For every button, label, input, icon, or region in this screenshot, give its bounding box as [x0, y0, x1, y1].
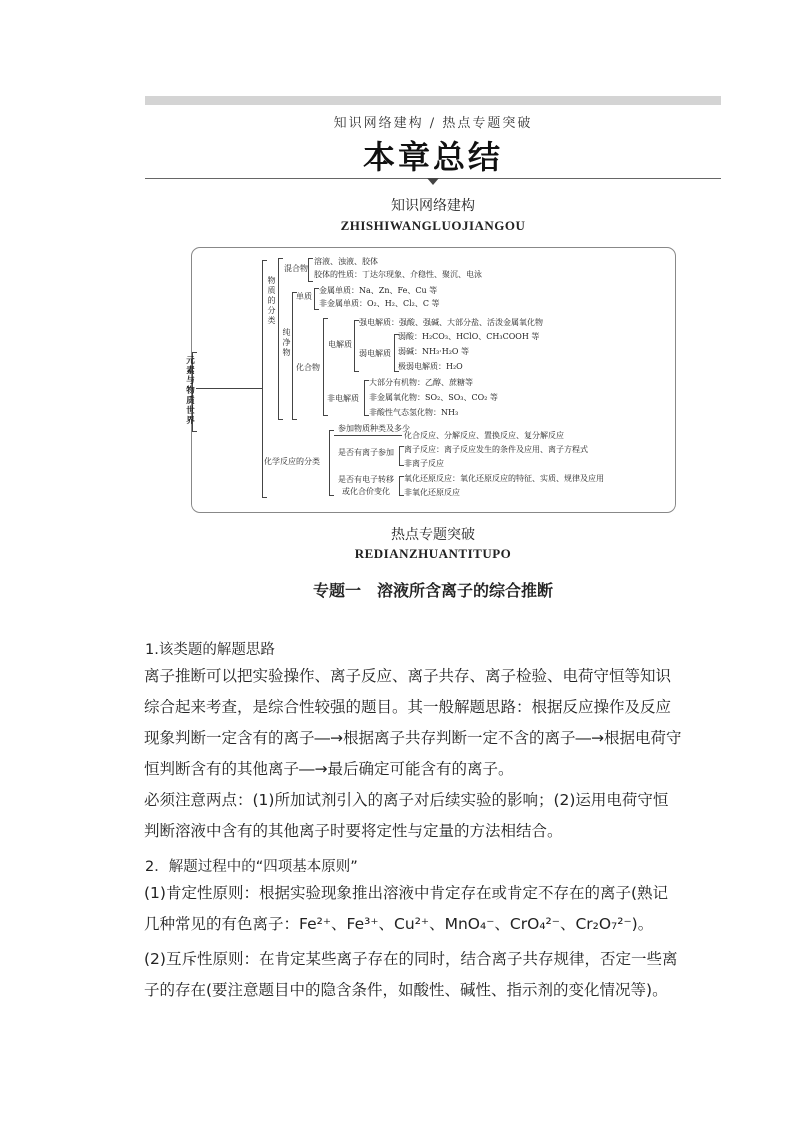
ion-1: Fe²⁺ [299, 915, 332, 933]
paragraph-3-tail: )。 [631, 915, 654, 933]
header-bar [145, 96, 721, 105]
topic-title: 专题一 溶液所含离子的综合推断 [312, 581, 553, 600]
nonelectrolyte-item-1: 大部分有机物：乙醇、蔗糖等 [369, 378, 473, 387]
root-connector [196, 388, 262, 389]
paragraph-1-text: 离子推断可以把实验操作、离子反应、离子共存、离子检验、电荷守恒等知识综合起来考查，是综合性较强的题目。其一般解题思路：根据反应操作及反应现象判断一定含有的离子―→根据离子共存判断一定不含的离子―→根据电荷守恒判断含有的其他离子―→最后确定可能含有的离子。 [144, 667, 682, 778]
mixture-bracket [308, 258, 313, 282]
page-subtitle: 知识网络建构 / 热点专题突破 [333, 116, 533, 131]
classification-label: 物质的分类 [267, 276, 276, 325]
paragraph-3-text: (1)肯定性原则：根据实验现象推出溶液中肯定存在或肯定不存在的离子(熟记几种常见的有色离子：Fe²⁺、Fe³⁺、Cu²⁺、MnO₄⁻、CrO₄²⁻、Cr₂O₇²⁻)。 [144, 884, 669, 933]
paragraph-4 [113, 944, 683, 1006]
weak-item-3: 极弱电解质：H₂O [398, 362, 463, 371]
ion-2: Fe³⁺ [346, 915, 379, 933]
ion-5: CrO₄²⁻ [509, 915, 560, 933]
criterion-1: 参加物质种类及多少 [338, 424, 410, 433]
compound-label: 化合物 [296, 363, 320, 372]
nonelectrolyte-item-3: 非酸性气态氢化物：NH₃ [369, 408, 459, 417]
mixture-item-2: 胶体的性质：丁达尔现象、介稳性、聚沉、电泳 [314, 270, 482, 279]
section-heading-network-pinyin: ZHISHIWANGLUOJIANGOU [340, 218, 526, 233]
paragraph-4-text: (2)互斥性原则：在肯定某些离子存在的同时，结合离子共存规律，否定一些离子的存在(要注意题目中的隐含条件，如酸性、碱性、指示剂的变化情况等)。 [144, 950, 678, 999]
nonelectrolyte-item-2: 非金属氧化物：SO₂、SO₃、CO₂ 等 [369, 393, 498, 402]
mixture-item-1: 溶液、浊液、胶体 [314, 257, 378, 266]
heading-1: 1.该类题的解题思路 [145, 642, 275, 658]
section-heading-network: 知识网络建构 [391, 198, 475, 214]
result-2b: 非离子反应 [404, 459, 444, 468]
criterion-3a: 是否有电子转移 [338, 475, 394, 484]
divider-marker [427, 178, 439, 185]
criterion-3b: 或化合价变化 [342, 487, 390, 496]
mixture-label: 混合物 [284, 264, 308, 273]
section-heading-hotspot: 热点专题突破 [391, 527, 475, 543]
knowledge-network-diagram [186, 247, 676, 513]
weak-item-2: 弱碱：NH₃·H₂O 等 [398, 347, 470, 356]
weak-electrolyte-label: 弱电解质 [359, 349, 391, 358]
paragraph-3-lead: (1)肯定性原则：根据实验现象推出溶液中肯定存在或肯定不存在的离子(熟记几种常见的有色离子： [144, 884, 669, 933]
nonelectrolyte-label: 非电解质 [327, 394, 359, 403]
strong-electrolyte: 强电解质：强酸、强碱、大部分盐、活泼金属氧化物 [359, 318, 543, 327]
electrolyte-label: 电解质 [328, 340, 352, 349]
criterion-1-arrow [334, 435, 402, 436]
criterion-2: 是否有离子参加 [338, 448, 394, 457]
result-3a: 氧化还原反应：氧化还原反应的特征、实质、规律及应用 [404, 474, 604, 483]
element-item-1: 金属单质：Na、Zn、Fe、Cu 等 [319, 286, 438, 295]
paragraph-3 [113, 878, 683, 940]
ion-3: Cu²⁺ [394, 915, 430, 933]
result-1: 化合反应、分解反应、置换反应、复分解反应 [404, 431, 564, 440]
weak-item-1: 弱酸：H₂CO₃、HClO、CH₃COOH 等 [398, 332, 540, 341]
paragraph-2 [113, 785, 683, 847]
pure-bracket [292, 292, 297, 420]
chapter-title: 本章总结 [362, 138, 503, 176]
root-label: 元素与物质世界 [186, 356, 195, 426]
paragraph-2-text: 必须注意两点：(1)所加试剂引入的离子对后续实验的影响；(2)运用电荷守恒判断溶液中含有的其他离子时要将定性与定量的方法相结合。 [144, 791, 669, 840]
ion-4: MnO₄⁻ [444, 915, 495, 933]
result-2a: 离子反应：离子反应发生的条件及应用、离子方程式 [404, 445, 588, 454]
pure-substance-label: 纯净物 [282, 328, 291, 357]
result-3b: 非氧化还原反应 [404, 488, 460, 497]
section-heading-hotspot-pinyin: REDIANZHUANTITUPO [354, 546, 512, 561]
paragraph-1 [113, 661, 683, 785]
element-label: 单质 [296, 292, 312, 301]
ion-6: Cr₂O₇²⁻ [575, 915, 632, 933]
reaction-class-label: 化学反应的分类 [264, 457, 320, 466]
heading-2: 2．解题过程中的“四项基本原则” [145, 859, 358, 875]
element-item-2: 非金属单质：O₂、H₂、Cl₂、C 等 [319, 299, 440, 308]
reaction-bracket [329, 430, 334, 496]
